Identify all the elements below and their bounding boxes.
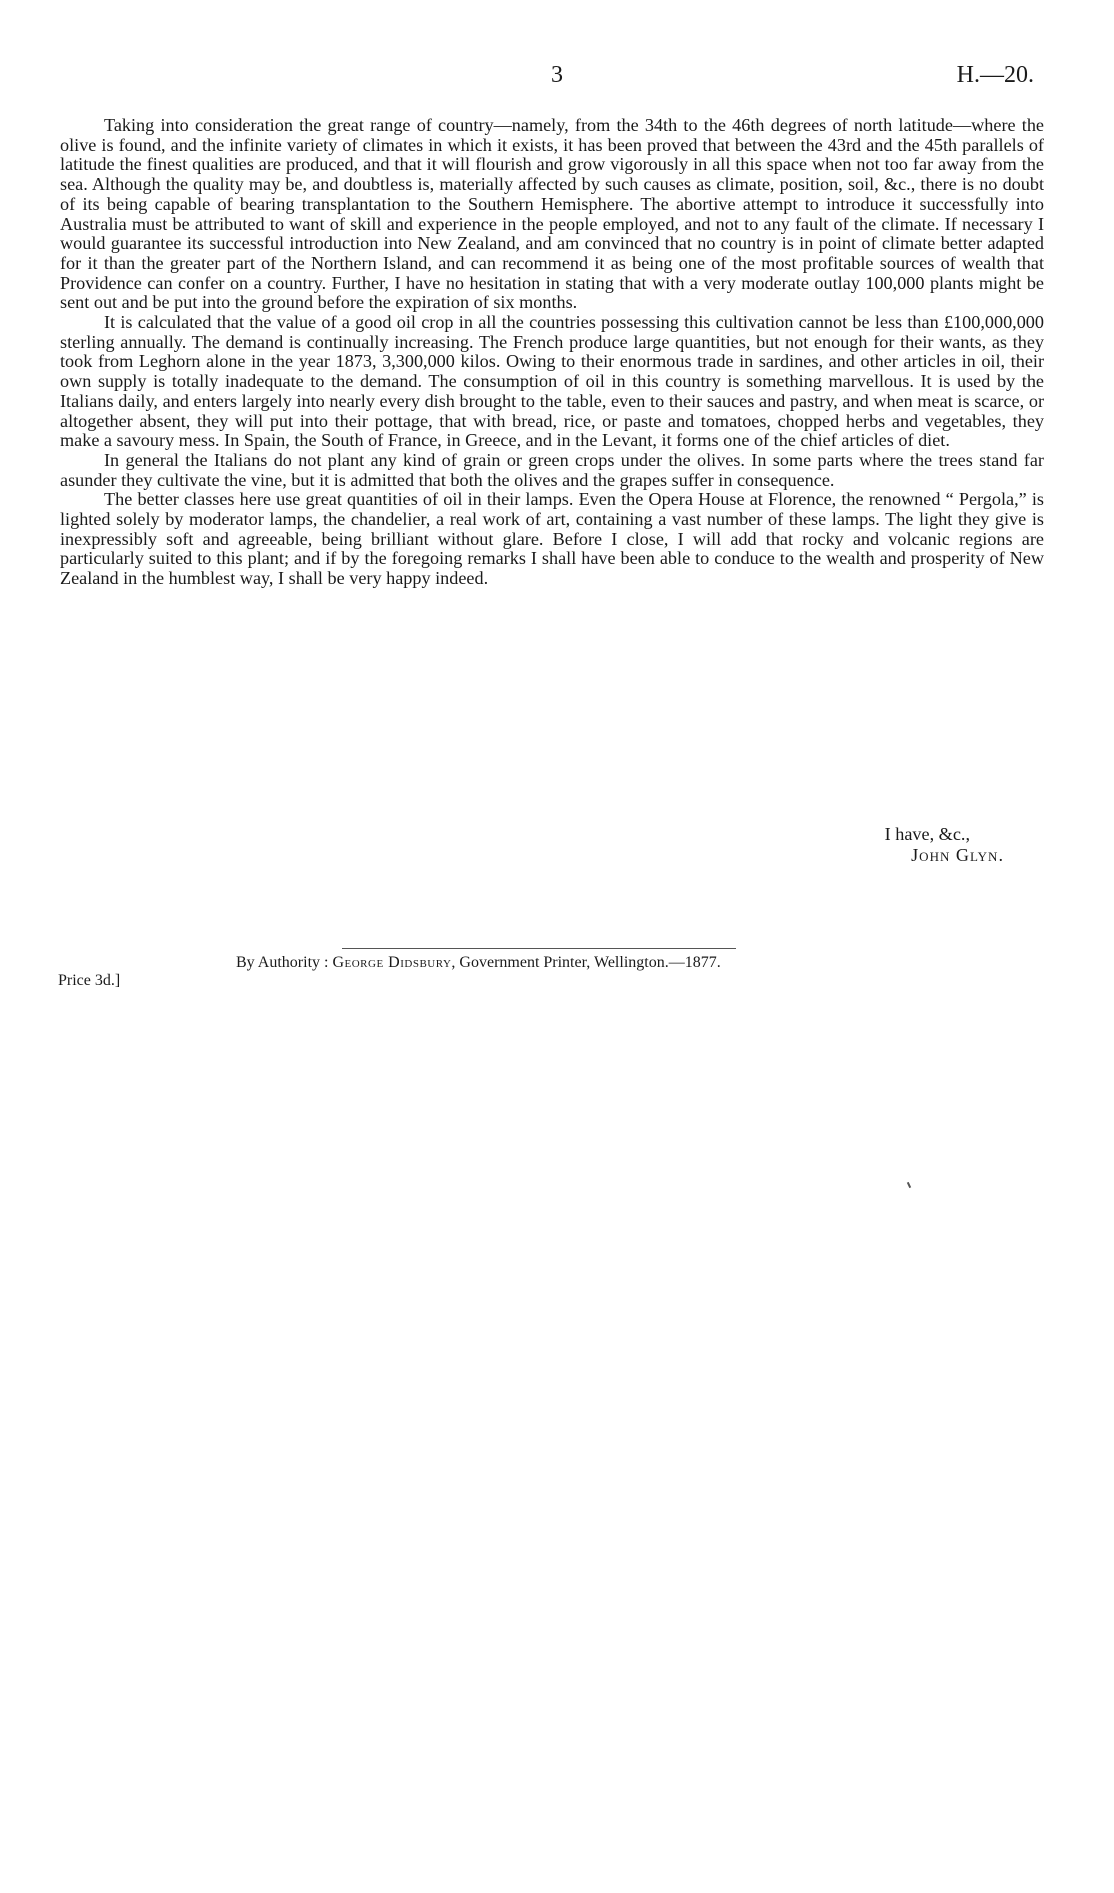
page-number: 3 (551, 62, 563, 88)
paragraph: It is calculated that the value of a good oil crop in all the countries possessing this cultivation cannot be less than £100,000,000 sterling annually. The demand is continually increasing. The French produce large quantities, but not enough for their wants, as they took from Leghorn alone in the year 1873, 3,300,000 kilos. Owing to their enormous trade in sardines, and other articles in oil, their own supply is totally inadequate to the demand. The consumption of oil in this country is something marvellous. It is used by the Italians daily, and enters largely into nearly every dish brought to the table, even to their sauces and pastry, and when meat is scarce, or altogether absent, they will put into their pottage, that with bread, rice, or paste and tomatoes, chopped herbs and vegetables, they make a savoury mess. In Spain, the South of France, in Greece, and in the Levant, it forms one of the chief articles of diet. (60, 312, 1044, 451)
horizontal-rule (342, 948, 736, 949)
imprint-prefix: By Authority : (236, 954, 333, 971)
paragraph: In general the Italians do not plant any kind of grain or green crops under the olives. In some parts where the trees stand far asunder they cultivate the vine, but it is admitted that both the olives and the grapes suffer in consequence. (60, 449, 1044, 490)
signoff-greeting: I have, &c., (884, 824, 970, 844)
paragraph: Taking into consideration the great range of country—namely, from the 34th to the 46th degrees of north latitude—where the olive is found, and the infinite variety of climates in which it exists, it has been proved that between the 43rd and the 45th parallels of latitude the finest qualities are produced, and that it will flourish and grow vigorously in all this space when not too far away from the sea. Although the quality may be, and doubtless is, materially affected by such causes as climate, position, soil, &c., there is no doubt of its being capable of bearing transplantation to the Southern Hemisphere. The abortive attempt to introduce it successfully into Australia must be attributed to want of skill and experience in the people employed, and not to any fault of the climate. If necessary I would guarantee its successful introduction into New Zealand, and am convinced that no country is in point of climate better adapted for it than the greater part of the Northern Island, and can recommend it as being one of the most profitable sources of wealth that Providence can confer on a country. Further, I have no hesitation in stating that with a very moderate outlay 100,000 plants might be sent out and be put into the ground before the expiration of six months. (60, 115, 1044, 313)
signature-name: John Glyn. (911, 845, 1004, 865)
body-text (60, 116, 1044, 589)
imprint (236, 954, 721, 972)
scan-speck (907, 1182, 911, 1188)
price-label: Price 3d.] (58, 972, 121, 989)
imprint-suffix: , Government Printer, Wellington.—1877. (451, 954, 721, 971)
signoff (885, 824, 1004, 866)
document-reference: H.—20. (956, 62, 1034, 88)
paragraph: The better classes here use great quantities of oil in their lamps. Even the Opera House at Florence, the renowned “ Pergola,” is lighted solely by moderator lamps, the chandelier, a real work of art, containing a vast number of these lamps. The light they give is inexpressibly soft and agreeable, being brilliant without glare. Before I close, I will add that rocky and volcanic regions are particularly suited to this plant; and if by the foregoing remarks I shall have been able to conduce to the wealth and prosperity of New Zealand in the humblest way, I shall be very happy indeed. (60, 489, 1044, 589)
printer-name: George Didsbury (332, 954, 452, 971)
